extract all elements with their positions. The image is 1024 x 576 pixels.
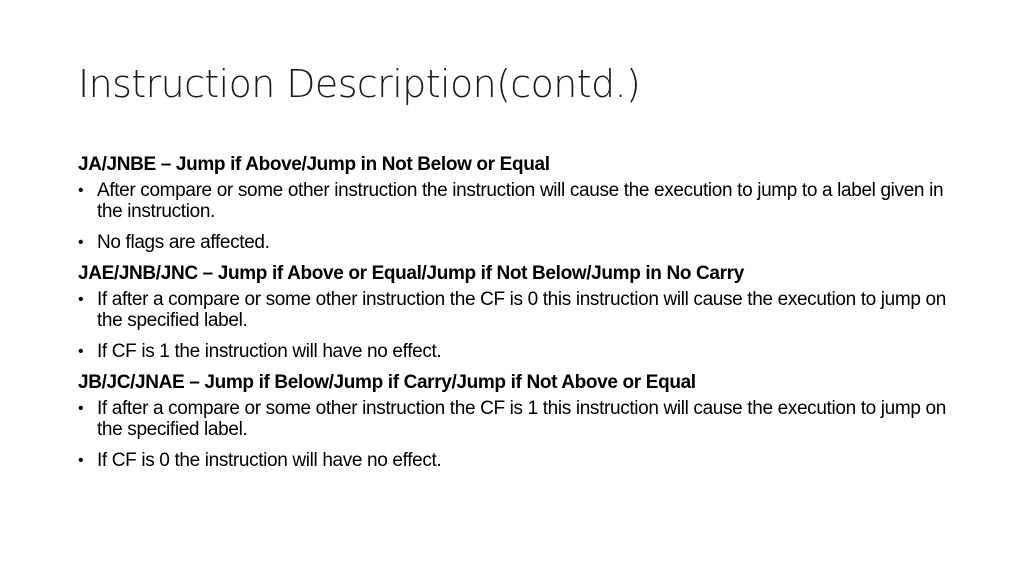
bullet-item [78, 450, 950, 471]
slide-title: Instruction Description(contd.) [78, 62, 641, 106]
bullet-text: If CF is 0 the instruction will have no effect. [97, 450, 442, 471]
section-jae-jnb-jnc [78, 263, 950, 362]
bullet-icon: • [78, 452, 84, 469]
bullet-icon: • [78, 234, 84, 251]
section-ja-jnbe [78, 154, 950, 253]
bullet-item [78, 232, 950, 253]
section-jb-jc-jnae [78, 372, 950, 471]
slide-content [78, 150, 950, 481]
bullet-list [78, 180, 950, 253]
bullet-text: No flags are affected. [97, 232, 270, 253]
bullet-text: If after a compare or some other instruction the CF is 0 this instruction will cause the execution to jump on the specified label. [97, 289, 946, 331]
bullet-item [78, 180, 950, 222]
bullet-text: If after a compare or some other instruction the CF is 1 this instruction will cause the execution to jump on the specified label. [97, 398, 946, 440]
bullet-icon: • [78, 400, 84, 417]
bullet-text: After compare or some other instruction the instruction will cause the execution to jump to a label given in the instruction. [97, 180, 944, 222]
bullet-item [78, 341, 950, 362]
bullet-list [78, 289, 950, 362]
bullet-item [78, 289, 950, 331]
section-heading: JB/JC/JNAE – Jump if Below/Jump if Carry/Jump if Not Above or Equal [78, 372, 696, 393]
bullet-item [78, 398, 950, 440]
bullet-icon: • [78, 182, 84, 199]
bullet-list [78, 398, 950, 471]
section-heading: JAE/JNB/JNC – Jump if Above or Equal/Jump if Not Below/Jump in No Carry [78, 263, 744, 284]
section-heading: JA/JNBE – Jump if Above/Jump in Not Below or Equal [78, 154, 550, 175]
bullet-text: If CF is 1 the instruction will have no effect. [97, 341, 442, 362]
bullet-icon: • [78, 291, 84, 308]
bullet-icon: • [78, 343, 84, 360]
